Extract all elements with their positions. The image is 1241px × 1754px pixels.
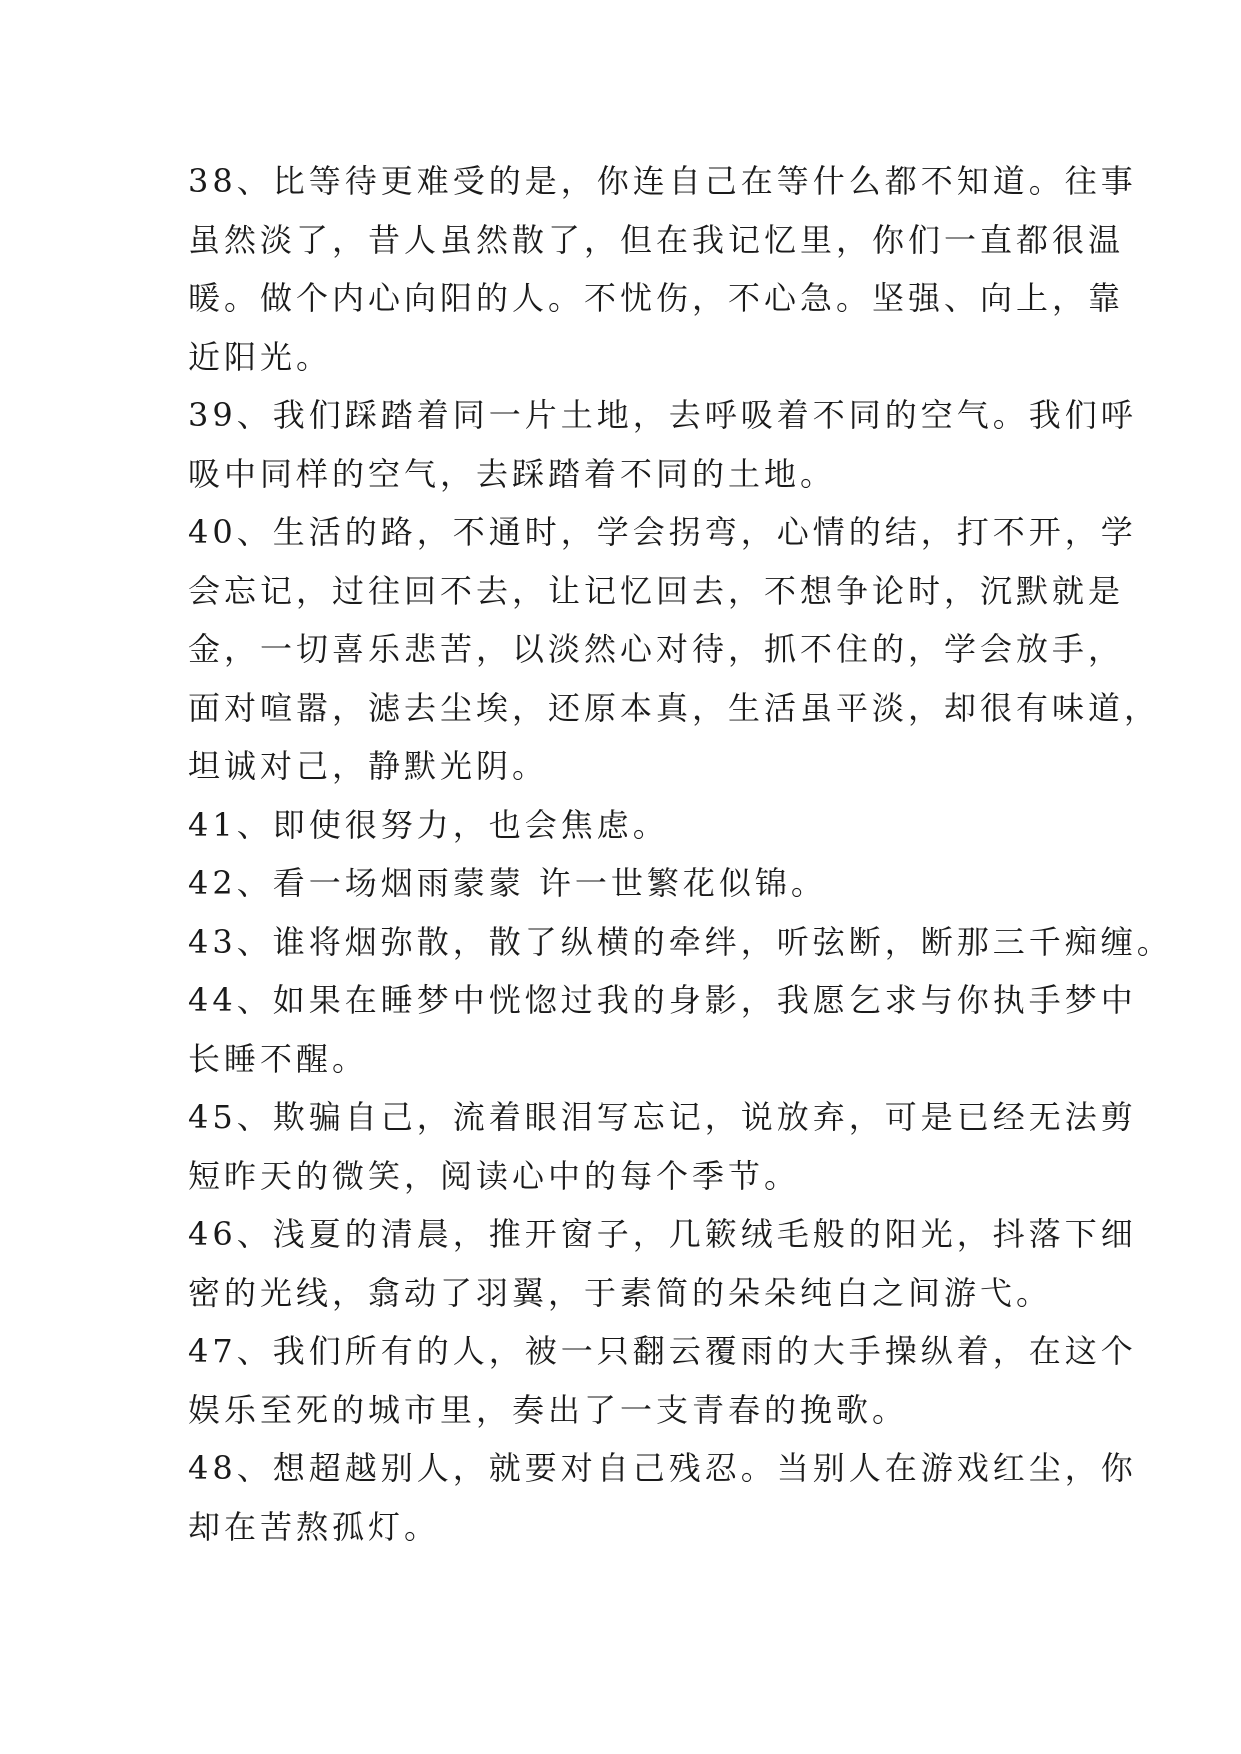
paragraph-line: 近阳光。 <box>188 337 333 376</box>
paragraph-line: 43、谁将烟弥散，散了纵横的牵绊，听弦断，断那三千痴缠。 <box>188 922 1173 961</box>
paragraph-38 <box>188 152 1137 386</box>
paragraph-line: 长睡不醒。 <box>188 1039 369 1078</box>
paragraph-line: 密的光线，翕动了羽翼，于素简的朵朵纯白之间游弋。 <box>188 1273 1053 1312</box>
paragraph-40 <box>188 503 1161 796</box>
paragraph-line: 40、生活的路，不通时，学会拐弯，心情的结，打不开，学 <box>188 513 1137 551</box>
paragraph-line: 39、我们踩踏着同一片土地，去呼吸着不同的空气。我们呼 <box>188 396 1137 434</box>
paragraph-line: 44、如果在睡梦中恍惚过我的身影，我愿乞求与你执手梦中 <box>188 981 1137 1019</box>
paragraph-line: 虽然淡了，昔人虽然散了，但在我记忆里，你们一直都很温 <box>188 220 1125 259</box>
paragraph-line: 却在苦熬孤灯。 <box>188 1507 441 1546</box>
paragraph-45 <box>188 1088 1137 1205</box>
paragraph-line: 短昨天的微笑，阅读心中的每个季节。 <box>188 1156 801 1195</box>
paragraph-line: 会忘记，过往回不去，让记忆回去，不想争论时，沉默就是 <box>188 571 1125 610</box>
paragraph-line: 41、即使很努力，也会焦虑。 <box>188 805 669 844</box>
paragraph-line: 46、浅夏的清晨，推开窗子，几簌绒毛般的阳光，抖落下细 <box>188 1215 1137 1253</box>
paragraph-line: 坦诚对己，静默光阴。 <box>188 747 549 785</box>
paragraph-46 <box>188 1205 1137 1322</box>
paragraph-line: 48、想超越别人，就要对自己残忍。当别人在游戏红尘，你 <box>188 1449 1137 1487</box>
paragraph-43 <box>188 913 1173 972</box>
paragraph-line: 暖。做个内心向阳的人。不忧伤，不心急。坚强、向上，靠 <box>188 279 1125 317</box>
paragraph-line: 金，一切喜乐悲苦，以淡然心对待，抓不住的，学会放手， <box>188 630 1125 668</box>
paragraph-line: 娱乐至死的城市里，奏出了一支青春的挽歌。 <box>188 1390 909 1429</box>
paragraph-48 <box>188 1439 1137 1556</box>
paragraph-44 <box>188 971 1137 1088</box>
paragraph-41 <box>188 796 1068 855</box>
paragraph-line: 45、欺骗自己，流着眼泪写忘记，说放弃，可是已经无法剪 <box>188 1098 1137 1136</box>
paragraph-line: 吸中同样的空气，去踩踏着不同的土地。 <box>188 454 837 493</box>
paragraph-line: 42、看一场烟雨蒙蒙 许一世繁花似锦。 <box>188 864 827 902</box>
paragraph-39 <box>188 386 1137 503</box>
document-body <box>188 152 1173 1556</box>
paragraph-42 <box>188 854 1068 913</box>
paragraph-line: 38、比等待更难受的是，你连自己在等什么都不知道。往事 <box>188 162 1137 200</box>
paragraph-line: 面对喧嚣，滤去尘埃，还原本真，生活虽平淡，却很有味道， <box>188 688 1161 727</box>
paragraph-47 <box>188 1322 1137 1439</box>
paragraph-line: 47、我们所有的人，被一只翻云覆雨的大手操纵着，在这个 <box>188 1332 1137 1370</box>
